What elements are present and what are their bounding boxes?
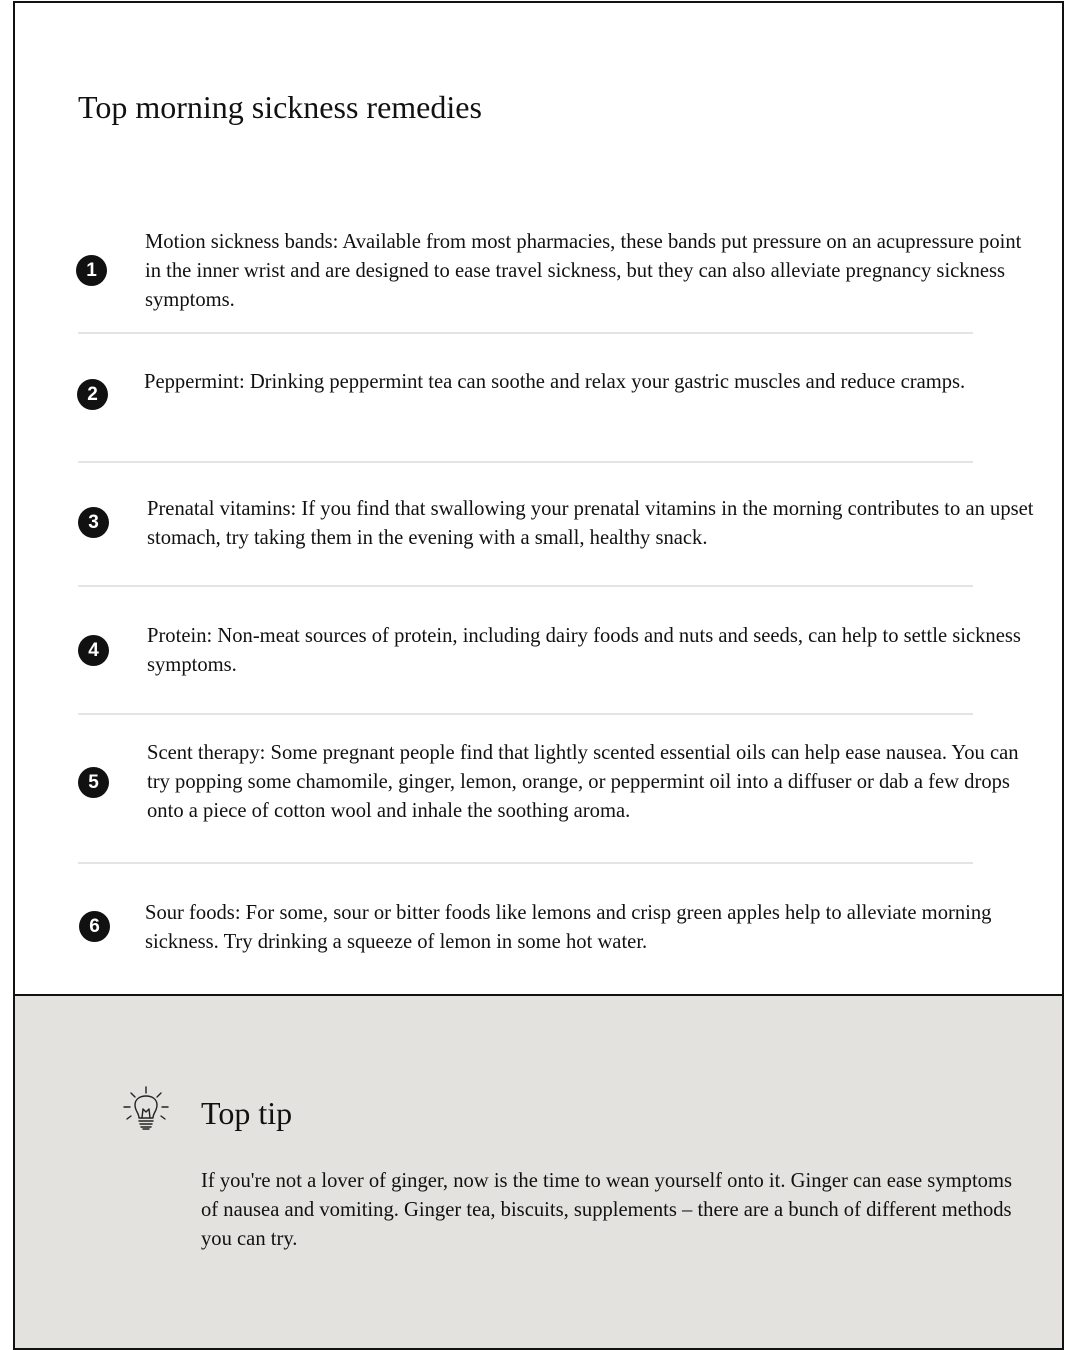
- remedy-text: Motion sickness bands: Available from most pharmacies, these bands put pressure on an acupressure point in the inner wrist and are designed to ease travel sickness, but they can also alleviate pregnancy sickness symptoms.: [145, 231, 1022, 311]
- number-badge: 1: [76, 255, 107, 286]
- remedy-text: Peppermint: Drinking peppermint tea can soothe and relax your gastric muscles and reduce cramps.: [144, 371, 966, 393]
- number-badge: 6: [79, 911, 110, 942]
- remedy-text: Sour foods: For some, sour or bitter foods like lemons and crisp green apples help to alleviate morning sickness. Try drinking a squeeze of lemon in some hot water.: [145, 902, 992, 953]
- divider: [78, 862, 973, 864]
- lightbulb-icon: [121, 1085, 171, 1135]
- divider: [78, 461, 973, 463]
- page-title: Top morning sickness remedies: [78, 89, 482, 125]
- divider: [78, 585, 973, 587]
- tip-text: If you're not a lover of ginger, now is the time to wean yourself onto it. Ginger can ease symptoms of nausea and vomiting. Ginger tea, biscuits, supplements – there are a bunch of different methods you can try.: [201, 1170, 1012, 1250]
- number-badge: 5: [78, 767, 109, 798]
- tip-title: Top tip: [201, 1095, 293, 1131]
- remedy-text: Scent therapy: Some pregnant people find that lightly scented essential oils can help ease nausea. You can try popping some chamomile, ginger, lemon, orange, or peppermint oil into a diffuser or dab a few drops onto a piece of cotton wool and inhale the soothing aroma.: [147, 742, 1019, 822]
- number-badge: 3: [78, 507, 109, 538]
- remedy-text: Prenatal vitamins: If you find that swallowing your prenatal vitamins in the morning contributes to an upset stomach, try taking them in the evening with a small, healthy snack.: [147, 498, 1034, 549]
- divider: [78, 713, 973, 715]
- divider: [78, 332, 973, 334]
- top-tip-box: [15, 994, 1062, 1350]
- page-frame: [13, 1, 1064, 1350]
- number-badge: 2: [77, 379, 108, 410]
- number-badge: 4: [78, 635, 109, 666]
- remedy-text: Protein: Non-meat sources of protein, including dairy foods and nuts and seeds, can help to settle sickness symptoms.: [147, 625, 1021, 676]
